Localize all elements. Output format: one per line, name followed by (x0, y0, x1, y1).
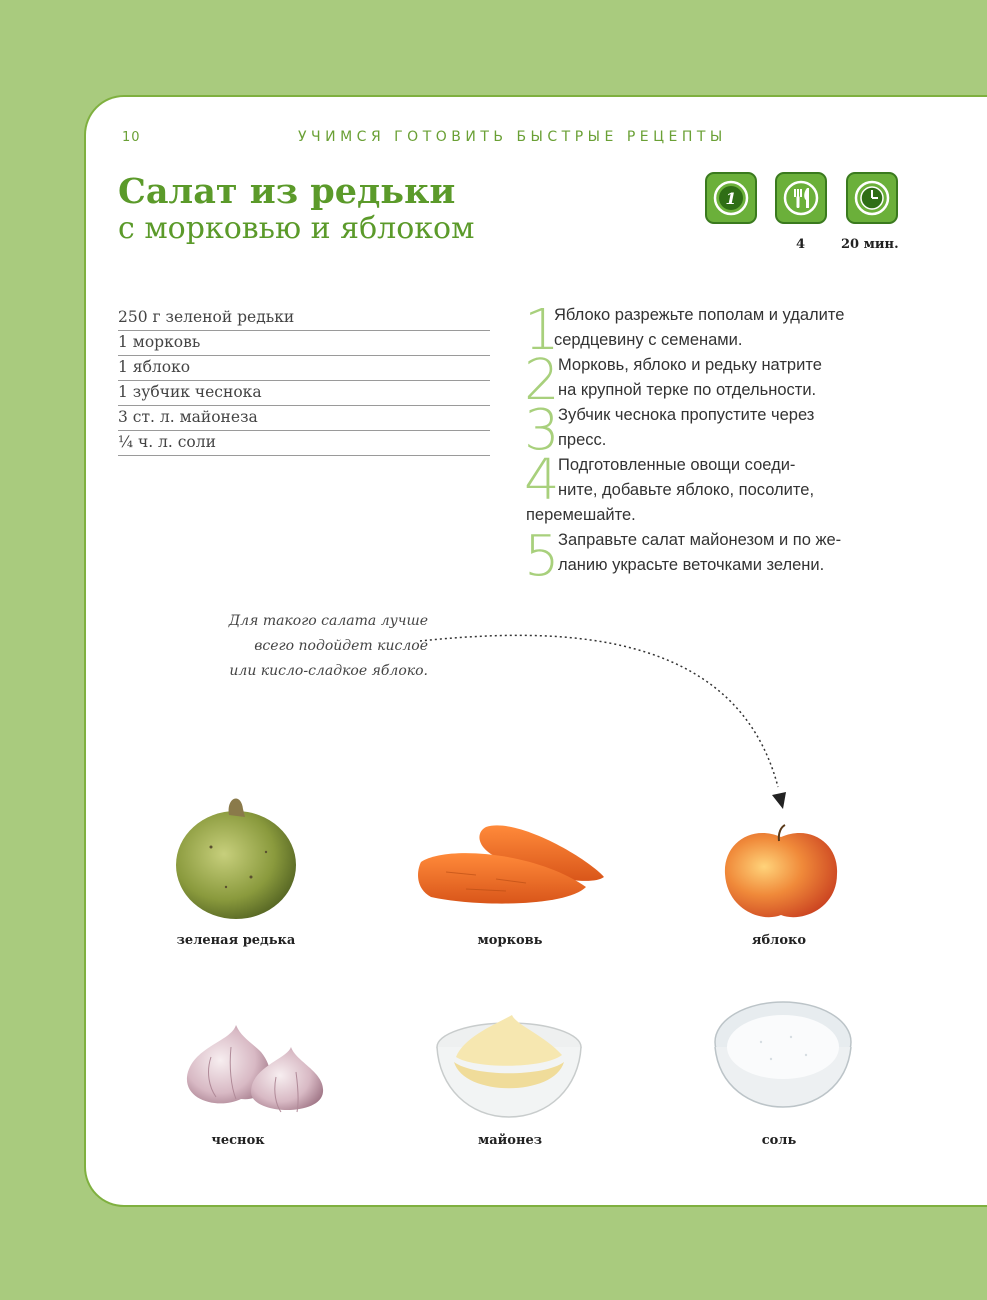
servings-label: 4 (796, 237, 806, 252)
ingredient-item: ¼ ч. л. соли (118, 431, 490, 456)
recipe-subtitle: с морковью и яблоком (118, 211, 475, 246)
step-number: 4 (524, 448, 560, 513)
salt-bowl-image (711, 997, 856, 1112)
running-head: УЧИМСЯ ГОТОВИТЬ БЫСТРЫЕ РЕЦЕПТЫ (298, 129, 727, 145)
time-label: 20 мин. (841, 237, 899, 252)
ingredient-item: 1 зубчик чеснока (118, 381, 490, 406)
ingredient-caption: морковь (477, 933, 543, 948)
step-text: Зубчик чеснока пропустите через пресс. (558, 406, 815, 449)
mayonnaise-bowl-image (434, 1007, 584, 1122)
step-number: 5 (524, 524, 560, 589)
carrot-image (416, 817, 606, 917)
recipe-page (84, 95, 987, 1207)
page-number: 10 (122, 130, 141, 145)
clock-icon (853, 179, 891, 217)
garlic-image (181, 1017, 326, 1122)
green-radish-image (171, 787, 301, 922)
difficulty-1-icon (712, 179, 750, 217)
difficulty-badge (705, 172, 757, 224)
step-text: Яблоко разрежьте пополам и удалите сердцевину с семенами. (554, 306, 845, 349)
step-text: Подготовленные овощи соеди- ните, добавьте яблоко, посолите, (558, 456, 815, 499)
step-number: 2 (524, 348, 560, 413)
ingredient-caption: соль (761, 1133, 797, 1148)
ingredient-caption: зеленая редька (176, 933, 296, 948)
servings-badge (775, 172, 827, 224)
apple-image (721, 819, 841, 924)
fork-knife-icon (782, 179, 820, 217)
ingredient-caption: чеснок (211, 1133, 265, 1148)
time-badge (846, 172, 898, 224)
step-number: 1 (524, 298, 560, 363)
ingredient-item: 1 морковь (118, 331, 490, 356)
ingredient-caption: яблоко (751, 933, 807, 948)
step-text: Морковь, яблоко и редьку натрите на крупной терке по отдельности. (558, 356, 822, 399)
ingredient-item: 1 яблоко (118, 356, 490, 381)
ingredient-item: 3 ст. л. майонеза (118, 406, 490, 431)
recipe-title: Салат из редьки (118, 171, 456, 212)
handwritten-note: Для такого салата лучше всего подойдет кислое или кисло-сладкое яблоко. (228, 613, 428, 679)
dotted-arrow (406, 617, 806, 817)
difficulty-value: 1 (725, 189, 737, 208)
step-text: Заправьте салат майонезом и по же- ланию украсьте веточками зелени. (558, 531, 842, 574)
step-text-continuation: перемешайте. (526, 506, 636, 524)
step-number: 3 (524, 398, 560, 463)
ingredient-caption: майонез (477, 1133, 543, 1148)
ingredient-item: 250 г зеленой редьки (118, 306, 490, 331)
